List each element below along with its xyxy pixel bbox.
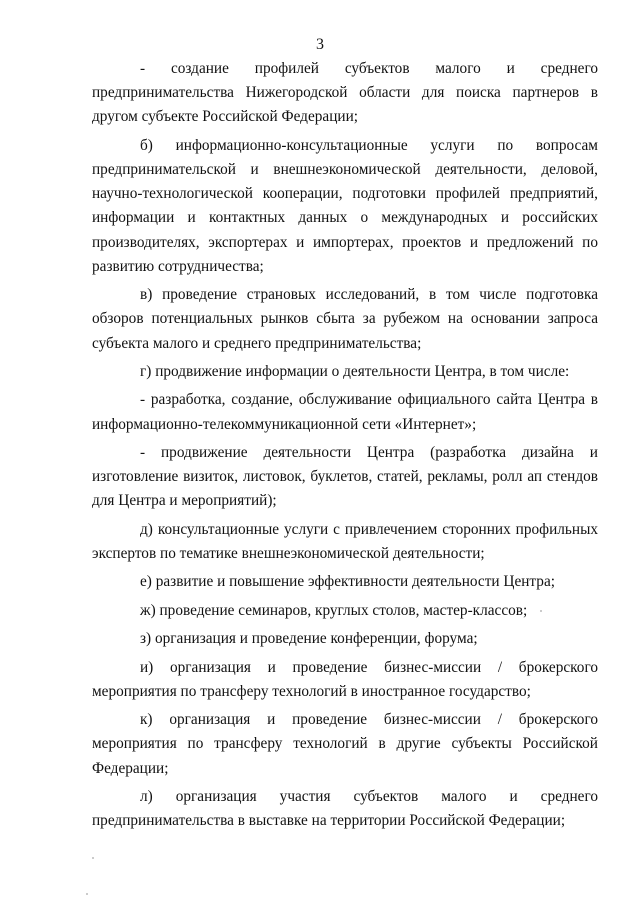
paragraph-k: к) организация и проведение бизнес-миссии / брокерского мероприятия по трансферу технологий в другие субъекты Российской Федерации; [92, 711, 598, 777]
paragraph-b: б) информационно-консультационные услуги по вопросам предпринимательской и внешнеэкономической деятельности, деловой, научно-технологической кооперации, подготовки профилей предприятий, информации и контактных данных о международных и российских производителях, экспортерах и импортерах, проектов и предложений по развитию сотрудничества; [92, 136, 598, 275]
paragraph-g: г) продвижение информации о деятельности Центра, в том числе: [140, 363, 570, 380]
paragraph-l: л) организация участия субъектов малого и среднего предпринимательства в выставке на территории Российской Федерации; [92, 787, 598, 830]
paragraph-e: е) развитие и повышение эффективности деятельности Центра; [140, 573, 555, 591]
page-number: 3 [316, 36, 324, 53]
document-body [92, 57, 598, 838]
paragraph-v: в) проведение страновых исследований, в том числе подготовка обзоров потенциальных рынков сбыта за рубежом на основании запроса субъекта малого и среднего предпринимательства; [92, 286, 598, 352]
scan-speck [86, 893, 88, 895]
paragraph-promotion: - продвижение деятельности Центра (разработка дизайна и изготовление визиток, листовок, буклетов, статей, рекламы, ролл ап стендов для Центра и мероприятий); [92, 443, 598, 510]
paragraph-i: и) организация и проведение бизнес-миссии / брокерского мероприятия по трансферу технологий в иностранное государство; [92, 658, 598, 700]
paragraph-website: - разработка, создание, обслуживание официального сайта Центра в информационно-телекоммуникационной сети «Интернет»; [92, 391, 598, 433]
scan-speck [540, 610, 542, 612]
scan-speck [92, 857, 94, 859]
paragraph-zh: ж) проведение семинаров, круглых столов, мастер-классов; [140, 601, 528, 619]
paragraph-z: з) организация и проведение конференции, форума; [140, 630, 478, 648]
paragraph-d: д) консультационные услуги с привлечением сторонних профильных экспертов по тематике внешнеэкономической деятельности; [92, 520, 598, 562]
paragraph-profiles: - создание профилей субъектов малого и среднего предпринимательства Нижегородской области для поиска партнеров в другом субъекте Российской Федерации; [92, 60, 598, 126]
